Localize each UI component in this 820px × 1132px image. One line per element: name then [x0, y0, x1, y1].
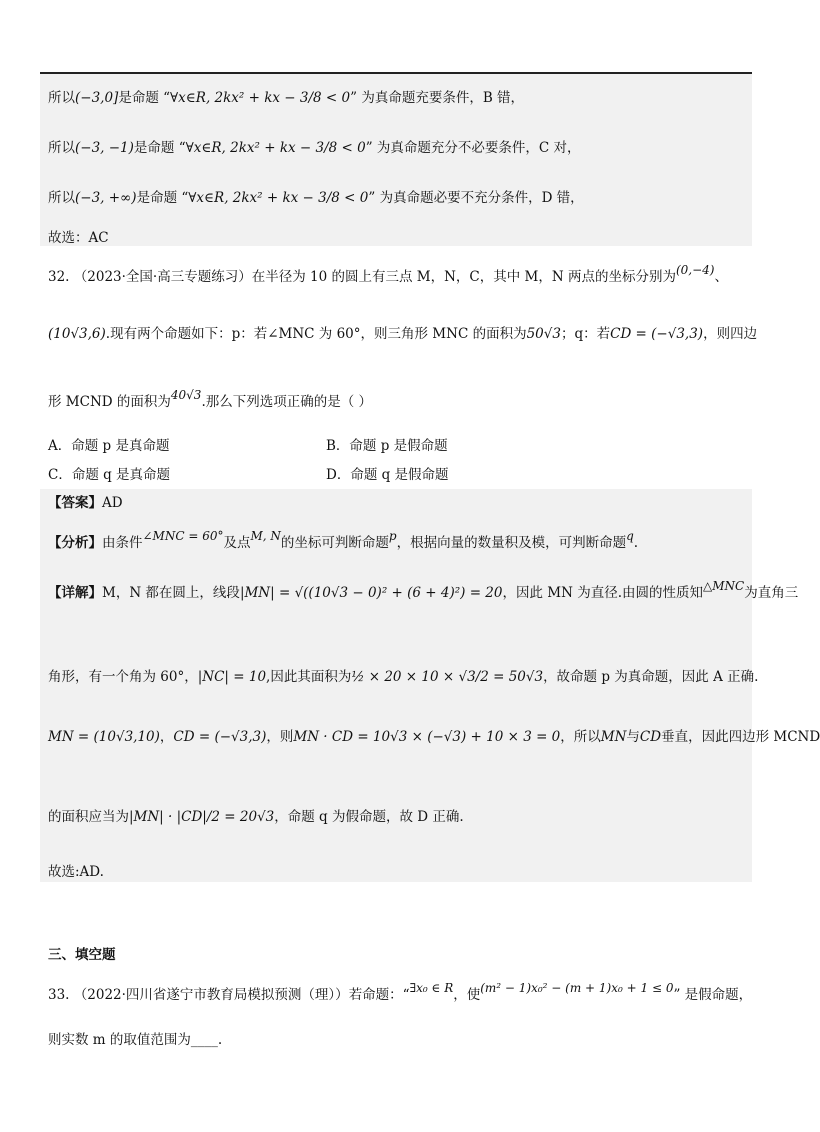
option-d: D．命题 q 是假命题 [326, 467, 449, 483]
analysis-line-1: 所以(−3,0]是命题 “∀x∈R, 2kx² + kx − 3/8 < 0” 为真命题充要条件，B 错， [48, 90, 525, 106]
vector-cd: CD = (−√3,3) [610, 326, 704, 342]
q32-line-2: (10√3,6).现有两个命题如下：p：若∠MNC 为 60°，则三角形 MNC 的面积为50√3；q：若CD = (−√3,3)，则四边 [48, 326, 758, 342]
option-a: A．命题 p 是真命题 [48, 438, 170, 454]
detail-line-3: MN = (10√3,10)，CD = (−√3,3)，则MN · CD = 10√3 × (−√3) + 10 × 3 = 0，所以MN与CD垂直，因此四边形 MCND [48, 729, 820, 745]
formula-inequality: (m² − 1)x₀² − (m + 1)x₀ + 1 ≤ 0 [480, 981, 674, 995]
formula-quantifier: ∀x∈R, 2kx² + kx − 3/8 < 0 [188, 190, 369, 206]
coord-n: (10√3,6) [48, 326, 106, 342]
formula-quad-area: |MN| · |CD|/2 = 20√3 [129, 809, 275, 825]
q32-line-3: 形 MCND 的面积为40√3.那么下列选项正确的是（ ） [48, 388, 373, 410]
choose-ac: 故选：AC [48, 230, 109, 246]
answer-line: 【答案】AD [48, 495, 123, 511]
formula-quantifier: ∀x∈R, 2kx² + kx − 3/8 < 0 [185, 140, 366, 156]
analysis-line-3: 所以(−3, +∞)是命题 “∀x∈R, 2kx² + kx − 3/8 < 0” 为真命题必要不充分条件，D 错， [48, 190, 584, 206]
analysis-summary: 【分析】由条件∠MNC = 60°及点M, N的坐标可判断命题p，根据向量的数量积及模，可判断命题q. [48, 529, 639, 551]
q32-line-1: 32. （2023·全国·高三专题练习）在半径为 10 的圆上有三点 M，N，C，其中 M，N 两点的坐标分别为(0,−4)、 [48, 263, 728, 285]
detail-line-4: 的面积应当为|MN| · |CD|/2 = 20√3，命题 q 为假命题，故 D 正确. [48, 809, 464, 825]
formula-dot-product: MN · CD = 10√3 × (−√3) + 10 × 3 = 0 [293, 729, 561, 745]
coord-m: (0,−4) [675, 263, 715, 277]
detail-line-2: 角形，有一个角为 60°，|NC| = 10,因此其面积为½ × 20 × 10 × √3/2 = 50√3，故命题 p 为真命题，因此 A 正确. [48, 669, 759, 685]
formula-mn-length: |MN| = √((10√3 − 0)² + (6 + 4)²) = 20 [239, 585, 503, 601]
choose-ad: 故选:AD. [48, 864, 104, 880]
formula-quantifier: ∀x∈R, 2kx² + kx − 3/8 < 0 [170, 90, 351, 106]
analysis-line-2: 所以(−3, −1)是命题 “∀x∈R, 2kx² + kx − 3/8 < 0” 为真命题充分不必要条件，C 对， [48, 140, 581, 156]
q33-line-1: 33. （2022·四川省遂宁市教育局模拟预测（理））若命题：“∃x₀ ∈ R，使(m² − 1)x₀² − (m + 1)x₀ + 1 ≤ 0” 是假命题， [48, 981, 753, 1003]
option-c: C．命题 q 是真命题 [48, 467, 171, 483]
q33-line-2: 则实数 m 的取值范围为____. [48, 1032, 223, 1048]
formula-area: ½ × 20 × 10 × √3/2 = 50√3 [351, 669, 544, 685]
option-b: B．命题 p 是假命题 [326, 438, 448, 454]
detail-line-1: 【详解】M，N 都在圆上，线段|MN| = √((10√3 − 0)² + (6 + 4)²) = 20，因此 MN 为直径.由圆的性质知△MNC为直角三 [48, 579, 799, 601]
section-heading: 三、填空题 [48, 947, 116, 963]
